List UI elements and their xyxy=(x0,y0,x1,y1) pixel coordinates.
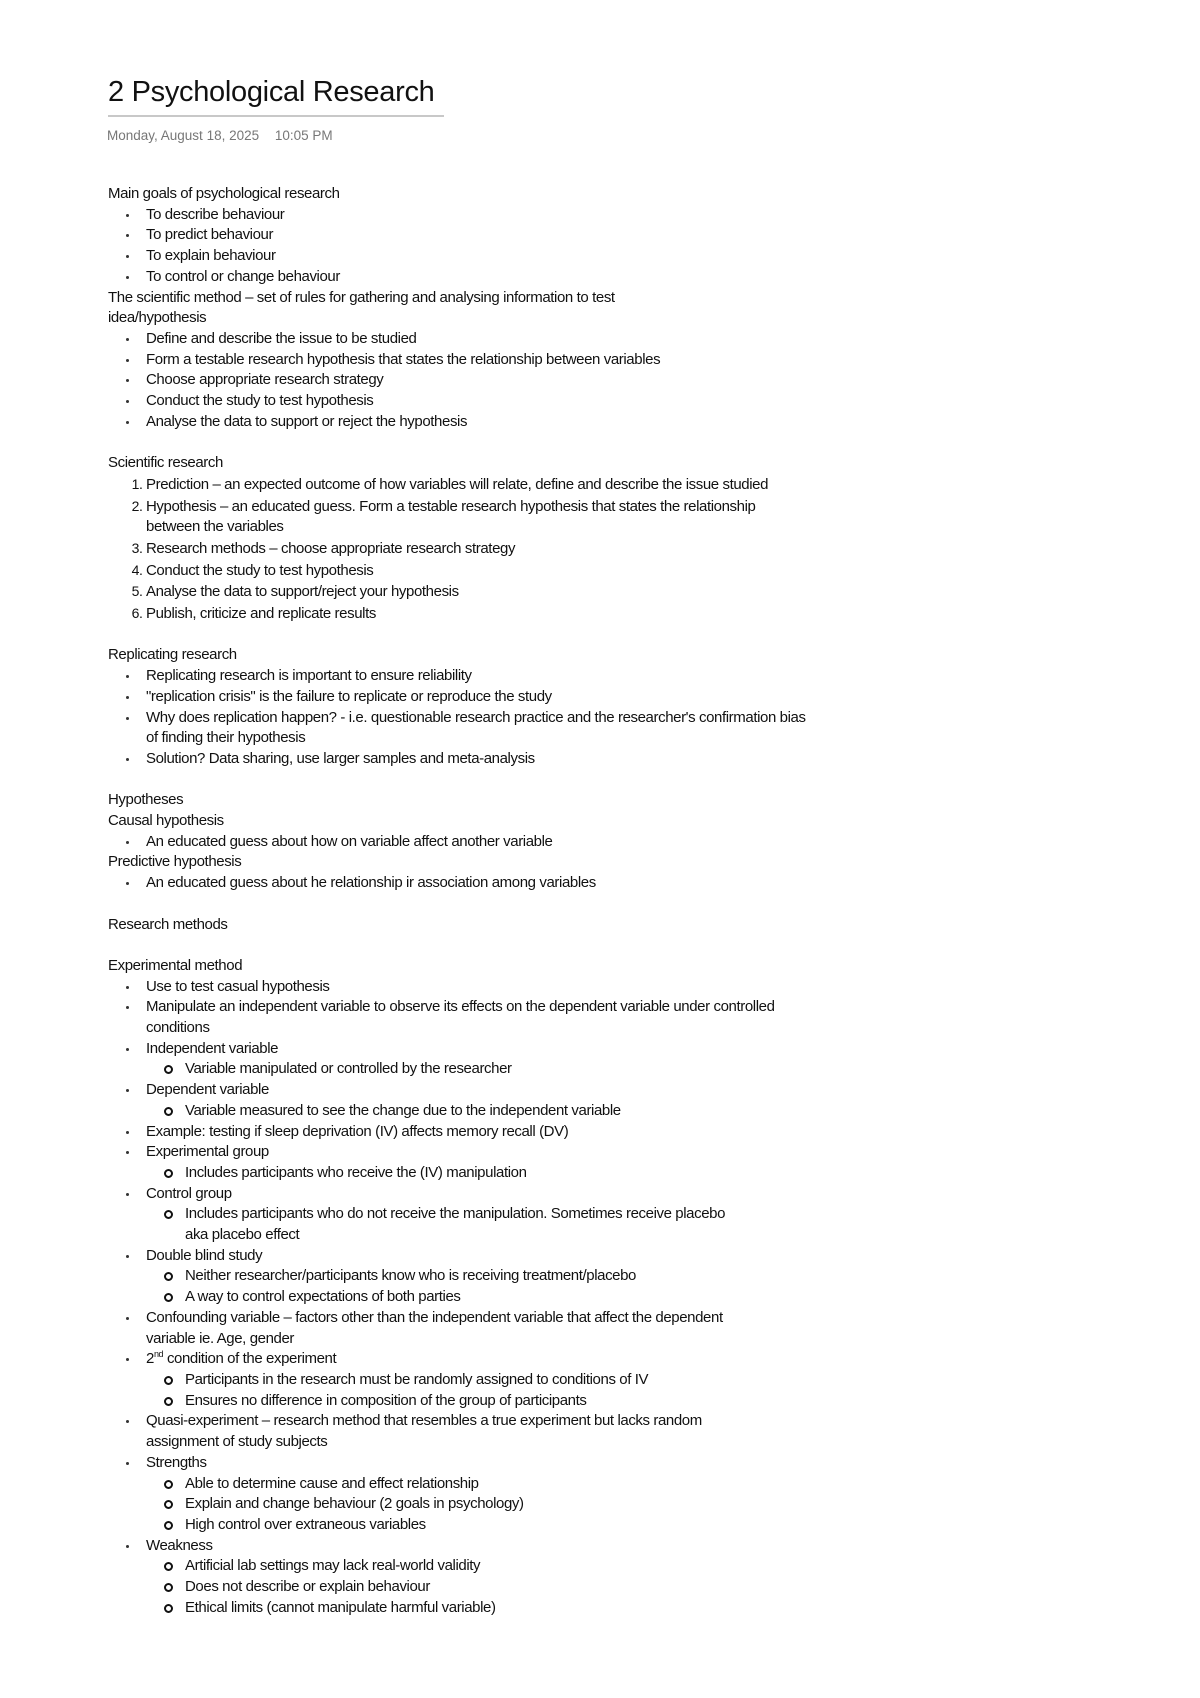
list-item xyxy=(146,1246,826,1308)
page-title: 2 Psychological Research xyxy=(108,76,435,108)
experimental-heading: Experimental method xyxy=(108,956,243,974)
exp-group-sublist xyxy=(146,1163,826,1184)
research-methods-heading: Research methods xyxy=(108,915,228,933)
second-condition-sublist xyxy=(146,1370,826,1411)
sub-list-item: High control over extraneous variables xyxy=(185,1515,826,1536)
list-item: Define and describe the issue to be studied xyxy=(146,329,828,350)
list-item: 3. Research methods – choose appropriate research strategy xyxy=(146,538,786,560)
list-item: Use to test casual hypothesis xyxy=(146,977,826,998)
causal-list xyxy=(108,832,828,853)
second-condition-sup: nd xyxy=(153,1349,164,1360)
sci-method-heading: The scientific method – set of rules for gathering and analysing information to test idea/hypothesis xyxy=(108,288,615,327)
causal-heading: Causal hypothesis xyxy=(108,812,224,830)
sub-list-item: Able to determine cause and effect relationship xyxy=(185,1474,826,1495)
sub-list-item: Includes participants who receive the (IV) manipulation xyxy=(185,1163,826,1184)
page-date: Monday, August 18, 2025 xyxy=(107,128,260,143)
list-item: To control or change behaviour xyxy=(146,267,828,288)
list-item: Quasi-experiment – research method that resembles a true experiment but lacks random assignment of study subjects xyxy=(146,1411,776,1452)
list-item: 4. Conduct the study to test hypothesis xyxy=(146,560,786,582)
replicating-heading: Replicating research xyxy=(108,646,237,664)
list-item: An educated guess about how on variable affect another variable xyxy=(146,832,828,853)
list-item xyxy=(146,1349,826,1411)
dv-sublist xyxy=(146,1101,826,1122)
page-meta xyxy=(107,128,333,143)
sub-list-item: A way to control expectations of both parties xyxy=(185,1287,826,1308)
predictive-heading: Predictive hypothesis xyxy=(108,853,242,871)
iv-label: Independent variable xyxy=(146,1039,279,1057)
list-item: Replicating research is important to ensure reliability xyxy=(146,666,806,687)
sub-list-item: Ethical limits (cannot manipulate harmful variable) xyxy=(185,1598,826,1619)
sci-research-heading: Scientific research xyxy=(108,454,223,472)
control-group-sublist xyxy=(146,1204,745,1245)
sci-method-list xyxy=(108,329,828,433)
sci-research-list xyxy=(108,474,786,625)
sub-list-item: Explain and change behaviour (2 goals in psychology) xyxy=(185,1494,826,1515)
strengths-label: Strengths xyxy=(146,1453,207,1471)
exp-group-label: Experimental group xyxy=(146,1143,269,1161)
replicating-list xyxy=(108,666,806,770)
list-item: Form a testable research hypothesis that states the relationship between variables xyxy=(146,350,828,371)
sub-list-item: Participants in the research must be randomly assigned to conditions of IV xyxy=(185,1370,826,1391)
note-body[interactable] xyxy=(108,184,828,1618)
iv-sublist xyxy=(146,1059,826,1080)
list-item: Choose appropriate research strategy xyxy=(146,370,828,391)
sub-list-item: Does not describe or explain behaviour xyxy=(185,1577,826,1598)
sub-list-item: Neither researcher/participants know who is receiving treatment/placebo xyxy=(185,1266,826,1287)
sub-list-item: Artificial lab settings may lack real-world validity xyxy=(185,1556,826,1577)
sub-list-item: Variable measured to see the change due to the independent variable xyxy=(185,1101,826,1122)
double-blind-sublist xyxy=(146,1266,826,1307)
list-item: Analyse the data to support or reject the hypothesis xyxy=(146,412,828,433)
sub-list-item: Ensures no difference in composition of the group of participants xyxy=(185,1391,826,1412)
hypotheses-heading: Hypotheses xyxy=(108,791,184,809)
list-item: Manipulate an independent variable to observe its effects on the dependent variable under controlled conditions xyxy=(146,997,826,1038)
second-condition-label: condition of the experiment xyxy=(163,1350,337,1368)
double-blind-label: Double blind study xyxy=(146,1246,263,1264)
goals-list xyxy=(108,205,828,288)
dv-label: Dependent variable xyxy=(146,1081,269,1099)
list-item: To explain behaviour xyxy=(146,246,828,267)
page-time: 10:05 PM xyxy=(274,128,333,143)
list-item: 2. Hypothesis – an educated guess. Form a testable research hypothesis that states the relationship between the variables xyxy=(146,496,786,538)
list-item: Why does replication happen? - i.e. questionable research practice and the researcher's confirmation bias of finding their hypothesis xyxy=(146,708,806,749)
list-item xyxy=(146,1536,826,1619)
list-item: 5. Analyse the data to support/reject your hypothesis xyxy=(146,581,786,603)
goals-heading: Main goals of psychological research xyxy=(108,185,340,202)
list-item xyxy=(146,1184,826,1246)
weakness-sublist xyxy=(146,1556,826,1618)
list-item: 6. Publish, criticize and replicate results xyxy=(146,603,786,625)
list-item: Conduct the study to test hypothesis xyxy=(146,391,828,412)
strengths-sublist xyxy=(146,1474,826,1536)
control-group-label: Control group xyxy=(146,1184,232,1202)
weakness-label: Weakness xyxy=(146,1536,213,1554)
list-item: To predict behaviour xyxy=(146,225,828,246)
predictive-list xyxy=(108,873,828,894)
list-item: Confounding variable – factors other than the independent variable that affect the dependent variable ie. Age, gender xyxy=(146,1308,726,1349)
list-item xyxy=(146,1142,826,1183)
title-divider xyxy=(108,115,444,117)
list-item xyxy=(146,1039,826,1080)
experimental-list xyxy=(108,977,826,1619)
list-item: To describe behaviour xyxy=(146,205,828,226)
list-item: Solution? Data sharing, use larger samples and meta-analysis xyxy=(146,749,806,770)
second-condition-num: 2 xyxy=(146,1350,154,1368)
list-item xyxy=(146,1080,826,1121)
list-item xyxy=(146,1453,826,1536)
list-item: An educated guess about he relationship ir association among variables xyxy=(146,873,828,894)
list-item: "replication crisis" is the failure to replicate or reproduce the study xyxy=(146,687,806,708)
sub-list-item: Includes participants who do not receive the manipulation. Sometimes receive placebo aka placebo effect xyxy=(185,1204,745,1245)
list-item: 1. Prediction – an expected outcome of how variables will relate, define and describe the issue studied xyxy=(146,474,786,496)
sub-list-item: Variable manipulated or controlled by the researcher xyxy=(185,1059,826,1080)
list-item: Example: testing if sleep deprivation (IV) affects memory recall (DV) xyxy=(146,1122,826,1143)
